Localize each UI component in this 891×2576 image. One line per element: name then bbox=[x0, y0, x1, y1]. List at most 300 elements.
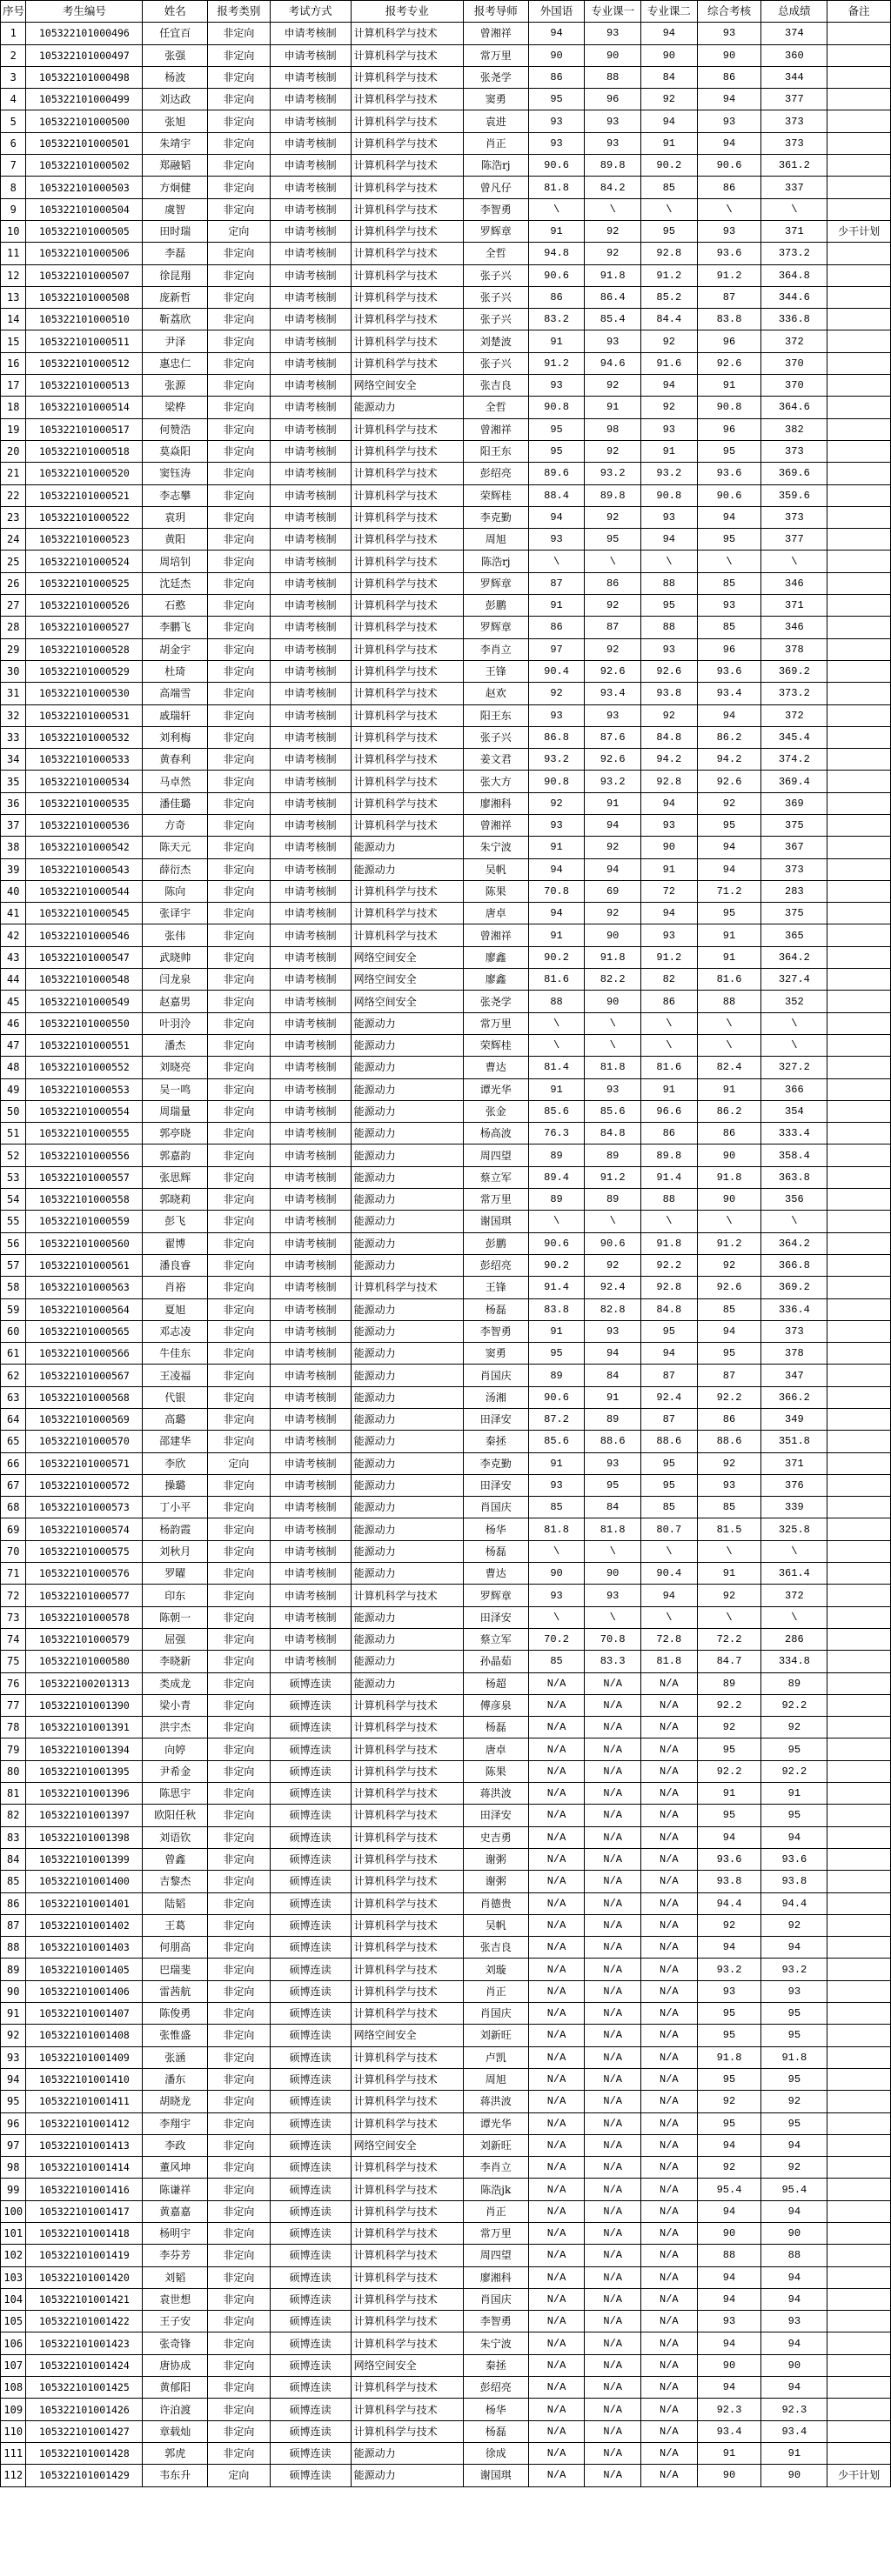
comprehensive-cell: 82.4 bbox=[697, 1057, 761, 1078]
comprehensive-cell: 91.2 bbox=[697, 1232, 761, 1254]
major-course-1-header: 专业课一 bbox=[585, 1, 641, 23]
foreign-language-cell: 90 bbox=[528, 1563, 585, 1585]
exam-method-cell: 申请考核制 bbox=[270, 375, 351, 397]
foreign-language-cell: 70.2 bbox=[528, 1628, 585, 1650]
advisor-cell: 田泽安 bbox=[463, 1606, 528, 1628]
exam-method-cell: 硕博连读 bbox=[270, 2134, 351, 2156]
exam-method-cell: 硕博连读 bbox=[270, 1980, 351, 2002]
advisor-cell: 杨磊 bbox=[463, 1717, 528, 1738]
total-score-cell: 91.8 bbox=[761, 2046, 827, 2068]
major-course-1-cell: 92.6 bbox=[585, 660, 641, 682]
total-score-cell: 377 bbox=[761, 89, 827, 110]
remarks-cell bbox=[827, 1540, 891, 1562]
major-course-1-cell: 84 bbox=[585, 1497, 641, 1518]
table-row bbox=[1, 2068, 891, 2090]
comprehensive-cell: 90.6 bbox=[697, 155, 761, 177]
comprehensive-cell: 94 bbox=[697, 1320, 761, 1342]
candidate-id-cell: 105322101001418 bbox=[26, 2222, 143, 2244]
total-score-cell: 95 bbox=[761, 2025, 827, 2046]
comprehensive-cell: 94 bbox=[697, 89, 761, 110]
category-cell: 非定向 bbox=[208, 264, 270, 286]
table-row bbox=[1, 2377, 891, 2399]
exam-method-cell: 硕博连读 bbox=[270, 1871, 351, 1892]
major-course-1-cell: N/A bbox=[585, 1980, 641, 2002]
major-course-1-cell: 89 bbox=[585, 1409, 641, 1431]
foreign-language-cell: 81.6 bbox=[528, 969, 585, 991]
category-cell: 非定向 bbox=[208, 1232, 270, 1254]
candidate-id-cell: 105322101001402 bbox=[26, 1914, 143, 1936]
candidate-id-cell: 105322101000532 bbox=[26, 726, 143, 748]
comprehensive-cell: 91 bbox=[697, 1078, 761, 1100]
category-cell: 非定向 bbox=[208, 1409, 270, 1431]
table-row bbox=[1, 2003, 891, 2025]
name-cell: 黄郁阳 bbox=[143, 2377, 208, 2399]
major-cell: 网络空间安全 bbox=[351, 2025, 463, 2046]
foreign-language-cell: \ bbox=[528, 1540, 585, 1562]
total-score-cell: 327.2 bbox=[761, 1057, 827, 1078]
remarks-header: 备注 bbox=[827, 1, 891, 23]
category-cell: 非定向 bbox=[208, 132, 270, 154]
name-cell: 徐昆翔 bbox=[143, 264, 208, 286]
total-score-cell: 351.8 bbox=[761, 1431, 827, 1452]
exam-method-cell: 申请考核制 bbox=[270, 704, 351, 726]
advisor-cell: 张尧学 bbox=[463, 991, 528, 1012]
candidate-id-cell: 105322101000567 bbox=[26, 1365, 143, 1386]
comprehensive-cell: 95 bbox=[697, 1738, 761, 1760]
advisor-cell: 田泽安 bbox=[463, 1474, 528, 1496]
foreign-language-cell: 90.2 bbox=[528, 946, 585, 968]
seq-cell: 24 bbox=[1, 529, 26, 551]
seq-cell: 76 bbox=[1, 1672, 26, 1694]
table-row bbox=[1, 1100, 891, 1122]
name-cell: 操璐 bbox=[143, 1474, 208, 1496]
category-cell: 非定向 bbox=[208, 749, 270, 771]
major-cell: 网络空间安全 bbox=[351, 991, 463, 1012]
major-cell: 计算机科学与技术 bbox=[351, 463, 463, 484]
remarks-cell bbox=[827, 110, 891, 132]
advisor-cell: 孙晶茹 bbox=[463, 1651, 528, 1672]
candidate-id-cell: 105322101001399 bbox=[26, 1848, 143, 1870]
name-cell: 石憨 bbox=[143, 595, 208, 617]
name-cell: 薛衍杰 bbox=[143, 858, 208, 880]
total-score-cell: 361.2 bbox=[761, 155, 827, 177]
major-course-1-cell: 94 bbox=[585, 1343, 641, 1365]
remarks-cell bbox=[827, 2245, 891, 2266]
foreign-language-cell: 94 bbox=[528, 858, 585, 880]
name-cell: 虞智 bbox=[143, 198, 208, 220]
exam-method-cell: 申请考核制 bbox=[270, 243, 351, 264]
advisor-cell: 周四望 bbox=[463, 1145, 528, 1166]
major-course-1-cell: 83.3 bbox=[585, 1651, 641, 1672]
exam-method-cell: 申请考核制 bbox=[270, 1166, 351, 1188]
exam-method-cell: 硕博连读 bbox=[270, 1848, 351, 1870]
category-cell: 非定向 bbox=[208, 2332, 270, 2354]
total-score-cell: 90 bbox=[761, 2222, 827, 2244]
foreign-language-cell: N/A bbox=[528, 2200, 585, 2222]
remarks-cell bbox=[827, 2288, 891, 2310]
advisor-cell: 常万里 bbox=[463, 1189, 528, 1211]
remarks-cell bbox=[827, 726, 891, 748]
remarks-cell bbox=[827, 1585, 891, 1606]
comprehensive-cell: 93.6 bbox=[697, 463, 761, 484]
candidate-id-cell: 105322101000517 bbox=[26, 418, 143, 440]
major-cell: 能源动力 bbox=[351, 2465, 463, 2486]
remarks-cell bbox=[827, 660, 891, 682]
advisor-cell: 谢粥 bbox=[463, 1848, 528, 1870]
exam-method-cell: 申请考核制 bbox=[270, 1078, 351, 1100]
remarks-cell bbox=[827, 969, 891, 991]
category-cell: 非定向 bbox=[208, 1386, 270, 1408]
remarks-cell bbox=[827, 1123, 891, 1145]
foreign-language-cell: 85.6 bbox=[528, 1431, 585, 1452]
seq-cell: 94 bbox=[1, 2068, 26, 2090]
total-score-cell: 370 bbox=[761, 352, 827, 374]
foreign-language-cell: N/A bbox=[528, 2399, 585, 2420]
major-course-2-cell: 93 bbox=[641, 814, 698, 836]
comprehensive-cell: \ bbox=[697, 1606, 761, 1628]
candidate-id-cell: 105322101000498 bbox=[26, 66, 143, 88]
remarks-cell bbox=[827, 1474, 891, 1496]
major-course-1-cell: 85.4 bbox=[585, 309, 641, 330]
major-course-1-cell: N/A bbox=[585, 2442, 641, 2464]
table-row bbox=[1, 2025, 891, 2046]
total-score-cell: 333.4 bbox=[761, 1123, 827, 1145]
comprehensive-cell: 91 bbox=[697, 946, 761, 968]
major-course-1-cell: 91 bbox=[585, 1386, 641, 1408]
advisor-cell: 曾湘祥 bbox=[463, 924, 528, 946]
name-cell: 陈天元 bbox=[143, 837, 208, 858]
major-cell: 能源动力 bbox=[351, 1343, 463, 1365]
candidate-id-cell: 105322101000556 bbox=[26, 1145, 143, 1166]
foreign-language-cell: N/A bbox=[528, 2377, 585, 2399]
major-cell: 计算机科学与技术 bbox=[351, 903, 463, 924]
advisor-cell: 常万里 bbox=[463, 44, 528, 66]
seq-cell: 59 bbox=[1, 1298, 26, 1320]
major-course-1-cell: N/A bbox=[585, 1783, 641, 1805]
table-row bbox=[1, 1343, 891, 1365]
major-cell: 能源动力 bbox=[351, 1409, 463, 1431]
name-cell: 郭晓莉 bbox=[143, 1189, 208, 1211]
major-course-1-cell: 84.8 bbox=[585, 1123, 641, 1145]
seq-cell: 15 bbox=[1, 330, 26, 352]
foreign-language-cell: 85.6 bbox=[528, 1100, 585, 1122]
table-row bbox=[1, 155, 891, 177]
major-course-1-cell: 81.8 bbox=[585, 1057, 641, 1078]
category-cell: 非定向 bbox=[208, 2377, 270, 2399]
seq-cell: 65 bbox=[1, 1431, 26, 1452]
comprehensive-cell: 81.6 bbox=[697, 969, 761, 991]
category-cell: 非定向 bbox=[208, 1254, 270, 1276]
category-cell: 非定向 bbox=[208, 858, 270, 880]
comprehensive-cell: 93.2 bbox=[697, 1959, 761, 1980]
seq-cell: 50 bbox=[1, 1100, 26, 1122]
table-row bbox=[1, 1211, 891, 1232]
exam-method-cell: 硕博连读 bbox=[270, 1826, 351, 1848]
major-cell: 计算机科学与技术 bbox=[351, 1760, 463, 1782]
foreign-language-cell: 90.8 bbox=[528, 397, 585, 418]
foreign-language-cell: 93 bbox=[528, 814, 585, 836]
major-cell: 能源动力 bbox=[351, 1145, 463, 1166]
category-cell: 非定向 bbox=[208, 924, 270, 946]
major-cell: 计算机科学与技术 bbox=[351, 814, 463, 836]
table-row bbox=[1, 2200, 891, 2222]
remarks-cell bbox=[827, 2442, 891, 2464]
comprehensive-cell: 93.6 bbox=[697, 1848, 761, 1870]
seq-cell: 6 bbox=[1, 132, 26, 154]
name-cell: 袁玥 bbox=[143, 506, 208, 528]
advisor-cell: 汤湘 bbox=[463, 1386, 528, 1408]
category-cell: 非定向 bbox=[208, 2399, 270, 2420]
name-cell: 牛佳东 bbox=[143, 1343, 208, 1365]
total-score-cell: 88 bbox=[761, 2245, 827, 2266]
seq-cell: 2 bbox=[1, 44, 26, 66]
table-row bbox=[1, 551, 891, 572]
total-score-cell: 373 bbox=[761, 110, 827, 132]
exam-method-cell: 申请考核制 bbox=[270, 572, 351, 594]
seq-cell: 107 bbox=[1, 2354, 26, 2376]
comprehensive-cell: 87 bbox=[697, 286, 761, 308]
advisor-cell: 王锋 bbox=[463, 1277, 528, 1298]
total-score-cell: 95 bbox=[761, 1805, 827, 1826]
foreign-language-cell: 86 bbox=[528, 617, 585, 638]
foreign-language-cell: N/A bbox=[528, 1760, 585, 1782]
remarks-cell bbox=[827, 89, 891, 110]
candidate-id-cell: 105322101000574 bbox=[26, 1518, 143, 1540]
exam-method-cell: 申请考核制 bbox=[270, 660, 351, 682]
remarks-cell bbox=[827, 1452, 891, 1474]
major-course-1-cell: 92.6 bbox=[585, 749, 641, 771]
foreign-language-cell: N/A bbox=[528, 2003, 585, 2025]
major-course-1-cell: 91.2 bbox=[585, 1166, 641, 1188]
table-row bbox=[1, 220, 891, 242]
table-row bbox=[1, 66, 891, 88]
remarks-cell bbox=[827, 1651, 891, 1672]
remarks-cell bbox=[827, 1034, 891, 1056]
name-cell: 戚瑞轩 bbox=[143, 704, 208, 726]
table-row bbox=[1, 2399, 891, 2420]
seq-cell: 19 bbox=[1, 418, 26, 440]
seq-cell: 18 bbox=[1, 397, 26, 418]
comprehensive-cell: 94 bbox=[697, 858, 761, 880]
table-row bbox=[1, 1189, 891, 1211]
comprehensive-cell: 93 bbox=[697, 220, 761, 242]
major-cell: 计算机科学与技术 bbox=[351, 506, 463, 528]
category-cell: 非定向 bbox=[208, 1892, 270, 1914]
major-course-2-cell: 92 bbox=[641, 704, 698, 726]
major-course-2-cell: \ bbox=[641, 1540, 698, 1562]
total-score-cell: \ bbox=[761, 1034, 827, 1056]
comprehensive-cell: 91.2 bbox=[697, 264, 761, 286]
major-course-1-cell: 90 bbox=[585, 924, 641, 946]
exam-method-cell: 申请考核制 bbox=[270, 792, 351, 814]
table-row bbox=[1, 1057, 891, 1078]
total-score-cell: 336.8 bbox=[761, 309, 827, 330]
candidate-id-cell: 105322101000531 bbox=[26, 704, 143, 726]
total-score-cell: 369.6 bbox=[761, 463, 827, 484]
advisor-cell: 袁进 bbox=[463, 110, 528, 132]
major-course-2-cell: N/A bbox=[641, 2377, 698, 2399]
foreign-language-cell: 94.8 bbox=[528, 243, 585, 264]
table-row bbox=[1, 132, 891, 154]
comprehensive-cell: 90 bbox=[697, 1189, 761, 1211]
seq-cell: 82 bbox=[1, 1805, 26, 1826]
table-row bbox=[1, 1914, 891, 1936]
comprehensive-cell: 93.6 bbox=[697, 660, 761, 682]
advisor-cell: 唐卓 bbox=[463, 1738, 528, 1760]
major-course-2-cell: 84.8 bbox=[641, 1298, 698, 1320]
exam-method-cell: 申请考核制 bbox=[270, 529, 351, 551]
table-row bbox=[1, 792, 891, 814]
category-cell: 非定向 bbox=[208, 946, 270, 968]
total-score-cell: 334.8 bbox=[761, 1651, 827, 1672]
name-cell: 高璐 bbox=[143, 1409, 208, 1431]
major-course-1-cell: N/A bbox=[585, 2157, 641, 2179]
table-row bbox=[1, 946, 891, 968]
advisor-cell: 罗辉章 bbox=[463, 617, 528, 638]
major-course-2-cell: 91 bbox=[641, 1078, 698, 1100]
comprehensive-cell: 92.2 bbox=[697, 1760, 761, 1782]
foreign-language-cell: 93.2 bbox=[528, 749, 585, 771]
category-cell: 非定向 bbox=[208, 1585, 270, 1606]
major-cell: 计算机科学与技术 bbox=[351, 704, 463, 726]
remarks-cell bbox=[827, 330, 891, 352]
exam-method-cell: 申请考核制 bbox=[270, 1585, 351, 1606]
advisor-cell: 吴帆 bbox=[463, 858, 528, 880]
category-cell: 非定向 bbox=[208, 1298, 270, 1320]
major-cell: 能源动力 bbox=[351, 1254, 463, 1276]
name-cell: 张源 bbox=[143, 375, 208, 397]
major-course-1-cell: N/A bbox=[585, 1959, 641, 1980]
major-course-2-cell: 94.2 bbox=[641, 749, 698, 771]
total-score-cell: 364.2 bbox=[761, 1232, 827, 1254]
category-cell: 非定向 bbox=[208, 1672, 270, 1694]
candidate-id-cell: 105322101001417 bbox=[26, 2200, 143, 2222]
major-course-2-cell: 93.8 bbox=[641, 683, 698, 704]
comprehensive-cell: 93 bbox=[697, 110, 761, 132]
candidate-id-cell: 105322101000557 bbox=[26, 1166, 143, 1188]
major-cell: 计算机科学与技术 bbox=[351, 2420, 463, 2442]
major-course-1-cell: N/A bbox=[585, 1738, 641, 1760]
remarks-cell bbox=[827, 1409, 891, 1431]
seq-cell: 66 bbox=[1, 1452, 26, 1474]
remarks-cell bbox=[827, 1431, 891, 1452]
remarks-cell bbox=[827, 309, 891, 330]
major-course-2-cell: N/A bbox=[641, 2399, 698, 2420]
category-cell: 非定向 bbox=[208, 1123, 270, 1145]
foreign-language-cell: 93 bbox=[528, 110, 585, 132]
foreign-language-cell: 97 bbox=[528, 638, 585, 660]
advisor-cell: 周旭 bbox=[463, 529, 528, 551]
name-cell: 陈思宇 bbox=[143, 1783, 208, 1805]
major-cell: 能源动力 bbox=[351, 1474, 463, 1496]
candidate-id-cell: 105322101000512 bbox=[26, 352, 143, 374]
major-cell: 能源动力 bbox=[351, 397, 463, 418]
candidate-id-cell: 105322101000524 bbox=[26, 551, 143, 572]
candidate-id-cell: 105322101000555 bbox=[26, 1123, 143, 1145]
major-cell: 能源动力 bbox=[351, 1497, 463, 1518]
seq-cell: 110 bbox=[1, 2420, 26, 2442]
category-cell: 非定向 bbox=[208, 397, 270, 418]
exam-method-cell: 硕博连读 bbox=[270, 2046, 351, 2068]
advisor-cell: 周四望 bbox=[463, 2245, 528, 2266]
remarks-cell bbox=[827, 903, 891, 924]
exam-method-cell: 申请考核制 bbox=[270, 1606, 351, 1628]
remarks-cell bbox=[827, 198, 891, 220]
advisor-cell: 张吉良 bbox=[463, 375, 528, 397]
major-course-1-cell: 93 bbox=[585, 330, 641, 352]
major-cell: 计算机科学与技术 bbox=[351, 1694, 463, 1716]
table-row bbox=[1, 2420, 891, 2442]
remarks-cell bbox=[827, 617, 891, 638]
name-cell: 尹泽 bbox=[143, 330, 208, 352]
major-course-1-cell: 84 bbox=[585, 1365, 641, 1386]
foreign-language-cell: 93 bbox=[528, 132, 585, 154]
major-course-1-cell: \ bbox=[585, 1211, 641, 1232]
category-cell: 非定向 bbox=[208, 1189, 270, 1211]
exam-method-cell: 硕博连读 bbox=[270, 2354, 351, 2376]
major-course-2-cell: 92.2 bbox=[641, 1254, 698, 1276]
foreign-language-cell: 90.8 bbox=[528, 771, 585, 792]
seq-cell: 5 bbox=[1, 110, 26, 132]
major-cell: 计算机科学与技术 bbox=[351, 683, 463, 704]
category-cell: 非定向 bbox=[208, 1980, 270, 2002]
comprehensive-cell: 94 bbox=[697, 1826, 761, 1848]
major-course-1-cell: N/A bbox=[585, 2420, 641, 2442]
major-course-2-cell: 88 bbox=[641, 617, 698, 638]
candidate-id-cell: 105322101000497 bbox=[26, 44, 143, 66]
major-course-2-cell: N/A bbox=[641, 2025, 698, 2046]
exam-method-cell: 申请考核制 bbox=[270, 1365, 351, 1386]
major-course-1-cell: 89 bbox=[585, 1145, 641, 1166]
seq-cell: 91 bbox=[1, 2003, 26, 2025]
category-cell: 非定向 bbox=[208, 1431, 270, 1452]
exam-method-cell: 申请考核制 bbox=[270, 683, 351, 704]
category-cell: 非定向 bbox=[208, 1343, 270, 1365]
major-course-2-cell: N/A bbox=[641, 1738, 698, 1760]
remarks-cell bbox=[827, 463, 891, 484]
table-row bbox=[1, 1474, 891, 1496]
total-score-cell: 286 bbox=[761, 1628, 827, 1650]
major-cell: 能源动力 bbox=[351, 858, 463, 880]
comprehensive-cell: 95.4 bbox=[697, 2179, 761, 2200]
comprehensive-cell: 92 bbox=[697, 1254, 761, 1276]
category-cell: 非定向 bbox=[208, 1717, 270, 1738]
foreign-language-cell: 95 bbox=[528, 89, 585, 110]
category-cell: 非定向 bbox=[208, 2288, 270, 2310]
foreign-language-cell: 93 bbox=[528, 529, 585, 551]
major-cell: 计算机科学与技术 bbox=[351, 2222, 463, 2244]
category-cell: 非定向 bbox=[208, 2245, 270, 2266]
major-course-2-cell: 90.4 bbox=[641, 1563, 698, 1585]
category-cell: 非定向 bbox=[208, 2354, 270, 2376]
candidate-id-cell: 105322101000508 bbox=[26, 286, 143, 308]
major-course-2-cell: N/A bbox=[641, 2288, 698, 2310]
seq-cell: 47 bbox=[1, 1034, 26, 1056]
category-cell: 非定向 bbox=[208, 1166, 270, 1188]
exam-method-cell: 硕博连读 bbox=[270, 1717, 351, 1738]
remarks-cell bbox=[827, 1717, 891, 1738]
name-cell: 杨明宇 bbox=[143, 2222, 208, 2244]
major-course-2-cell: 93 bbox=[641, 638, 698, 660]
major-course-2-cell: 94 bbox=[641, 529, 698, 551]
category-cell: 非定向 bbox=[208, 595, 270, 617]
name-cell: 胡晓龙 bbox=[143, 2091, 208, 2112]
category-cell: 非定向 bbox=[208, 2091, 270, 2112]
table-row bbox=[1, 595, 891, 617]
remarks-cell bbox=[827, 1672, 891, 1694]
comprehensive-cell: \ bbox=[697, 551, 761, 572]
seq-cell: 92 bbox=[1, 2025, 26, 2046]
